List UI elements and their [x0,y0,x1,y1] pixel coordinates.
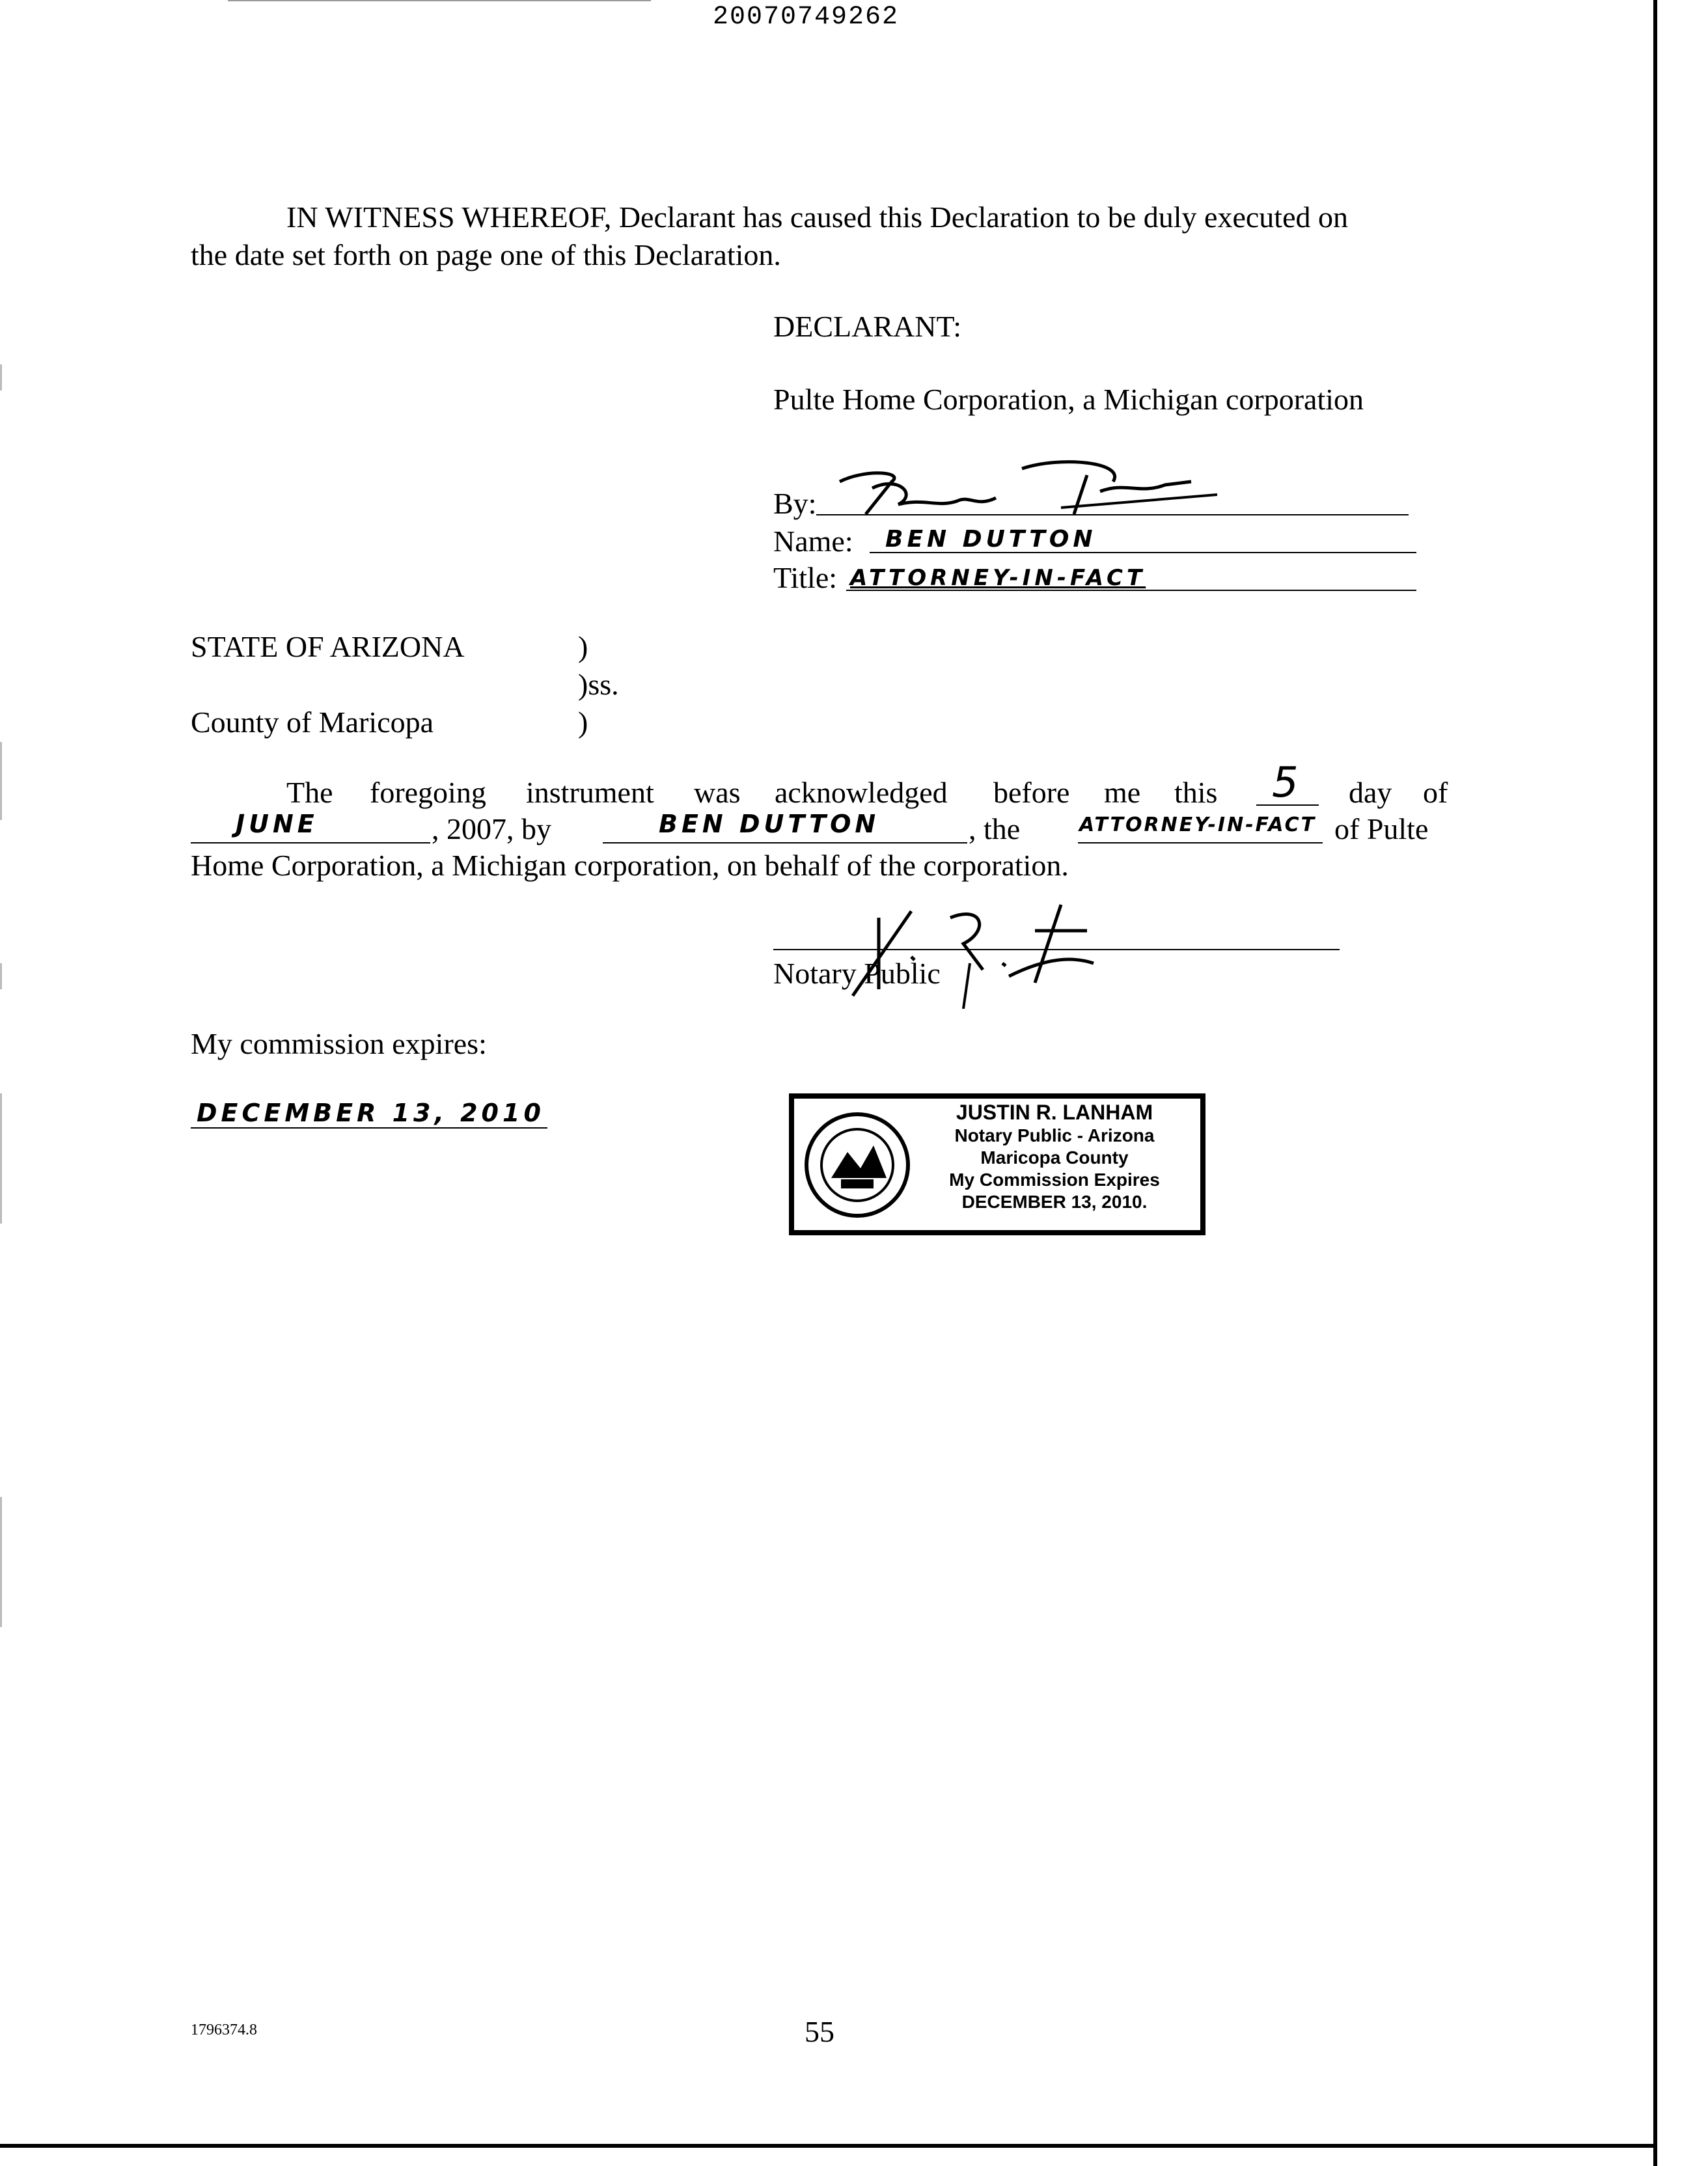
edge-mark [0,364,2,391]
declarant-company: Pulte Home Corporation, a Michigan corporation [773,383,1364,416]
ack-word: was [694,776,741,809]
title-value: ATTORNEY-IN-FACT [850,565,1146,591]
commission-value: DECEMBER 13, 2010 [197,1099,545,1127]
ack-the: , the [969,812,1021,845]
capacity-value: ATTORNEY-IN-FACT [1079,814,1317,836]
ack-word: of [1423,776,1448,809]
stamp-name: JUSTIN R. LANHAM [956,1101,1153,1124]
ack-word: acknowledged [775,776,948,809]
venue-paren-open: ) [578,630,588,663]
doc-ref: 1796374.8 [191,2022,257,2038]
title-label: Title: [773,561,838,594]
commission-label: My commission expires: [191,1027,487,1060]
venue-state: STATE OF ARIZONA [191,630,465,663]
ack-word: me [1104,776,1141,809]
venue-paren-close: ) [578,706,588,739]
name-label: Name: [773,525,853,558]
witness-line-1: IN WITNESS WHEREOF, Declarant has caused this Declaration to be duly executed on [286,200,1349,234]
by-label: By: [773,487,817,520]
page-right-border [1653,0,1657,2166]
top-scan-line [228,0,651,1]
day-value: 5 [1272,759,1302,807]
ack-word: this [1174,776,1218,809]
page-number: 55 [805,2015,834,2048]
name-value: BEN DUTTON [885,526,1097,553]
edge-mark [0,742,2,820]
person-line [603,842,967,843]
notary-label: Notary Public [773,957,941,990]
venue-ss: )ss. [578,668,619,701]
ack-word: The [286,776,333,809]
ack-word: day [1349,776,1392,809]
edge-mark [0,963,2,989]
stamp-line: Notary Public - Arizona [954,1125,1155,1145]
ack-year-by: , 2007, by [432,812,551,845]
edge-mark [0,1497,2,1627]
ack-word: foregoing [370,776,486,809]
ack-word: instrument [526,776,654,809]
ack-word: before [993,776,1070,809]
stamp-line: DECEMBER 13, 2010. [961,1192,1148,1212]
stamp-line: Maricopa County [980,1147,1129,1168]
page-bottom-border [0,2144,1657,2148]
capacity-line [1078,842,1323,843]
month-line [191,842,430,843]
month-value: JUNE [236,810,318,838]
person-value: BEN DUTTON [659,810,880,838]
declarant-heading: DECLARANT: [773,310,962,343]
notary-signature-line [773,949,1340,950]
ack-of-pulte: of Pulte [1334,812,1429,845]
ack-line-3: Home Corporation, a Michigan corporation, on behalf of the corporation. [191,849,1069,882]
declarant-signature [827,456,1217,521]
witness-line-2: the date set forth on page one of this Declaration. [191,238,781,271]
stamp-line: My Commission Expires [949,1170,1160,1190]
venue-county: County of Maricopa [191,706,434,739]
edge-mark [0,1093,2,1224]
state-seal-icon [802,1106,913,1224]
commission-line [191,1127,547,1129]
document-number: 20070749262 [713,3,900,32]
